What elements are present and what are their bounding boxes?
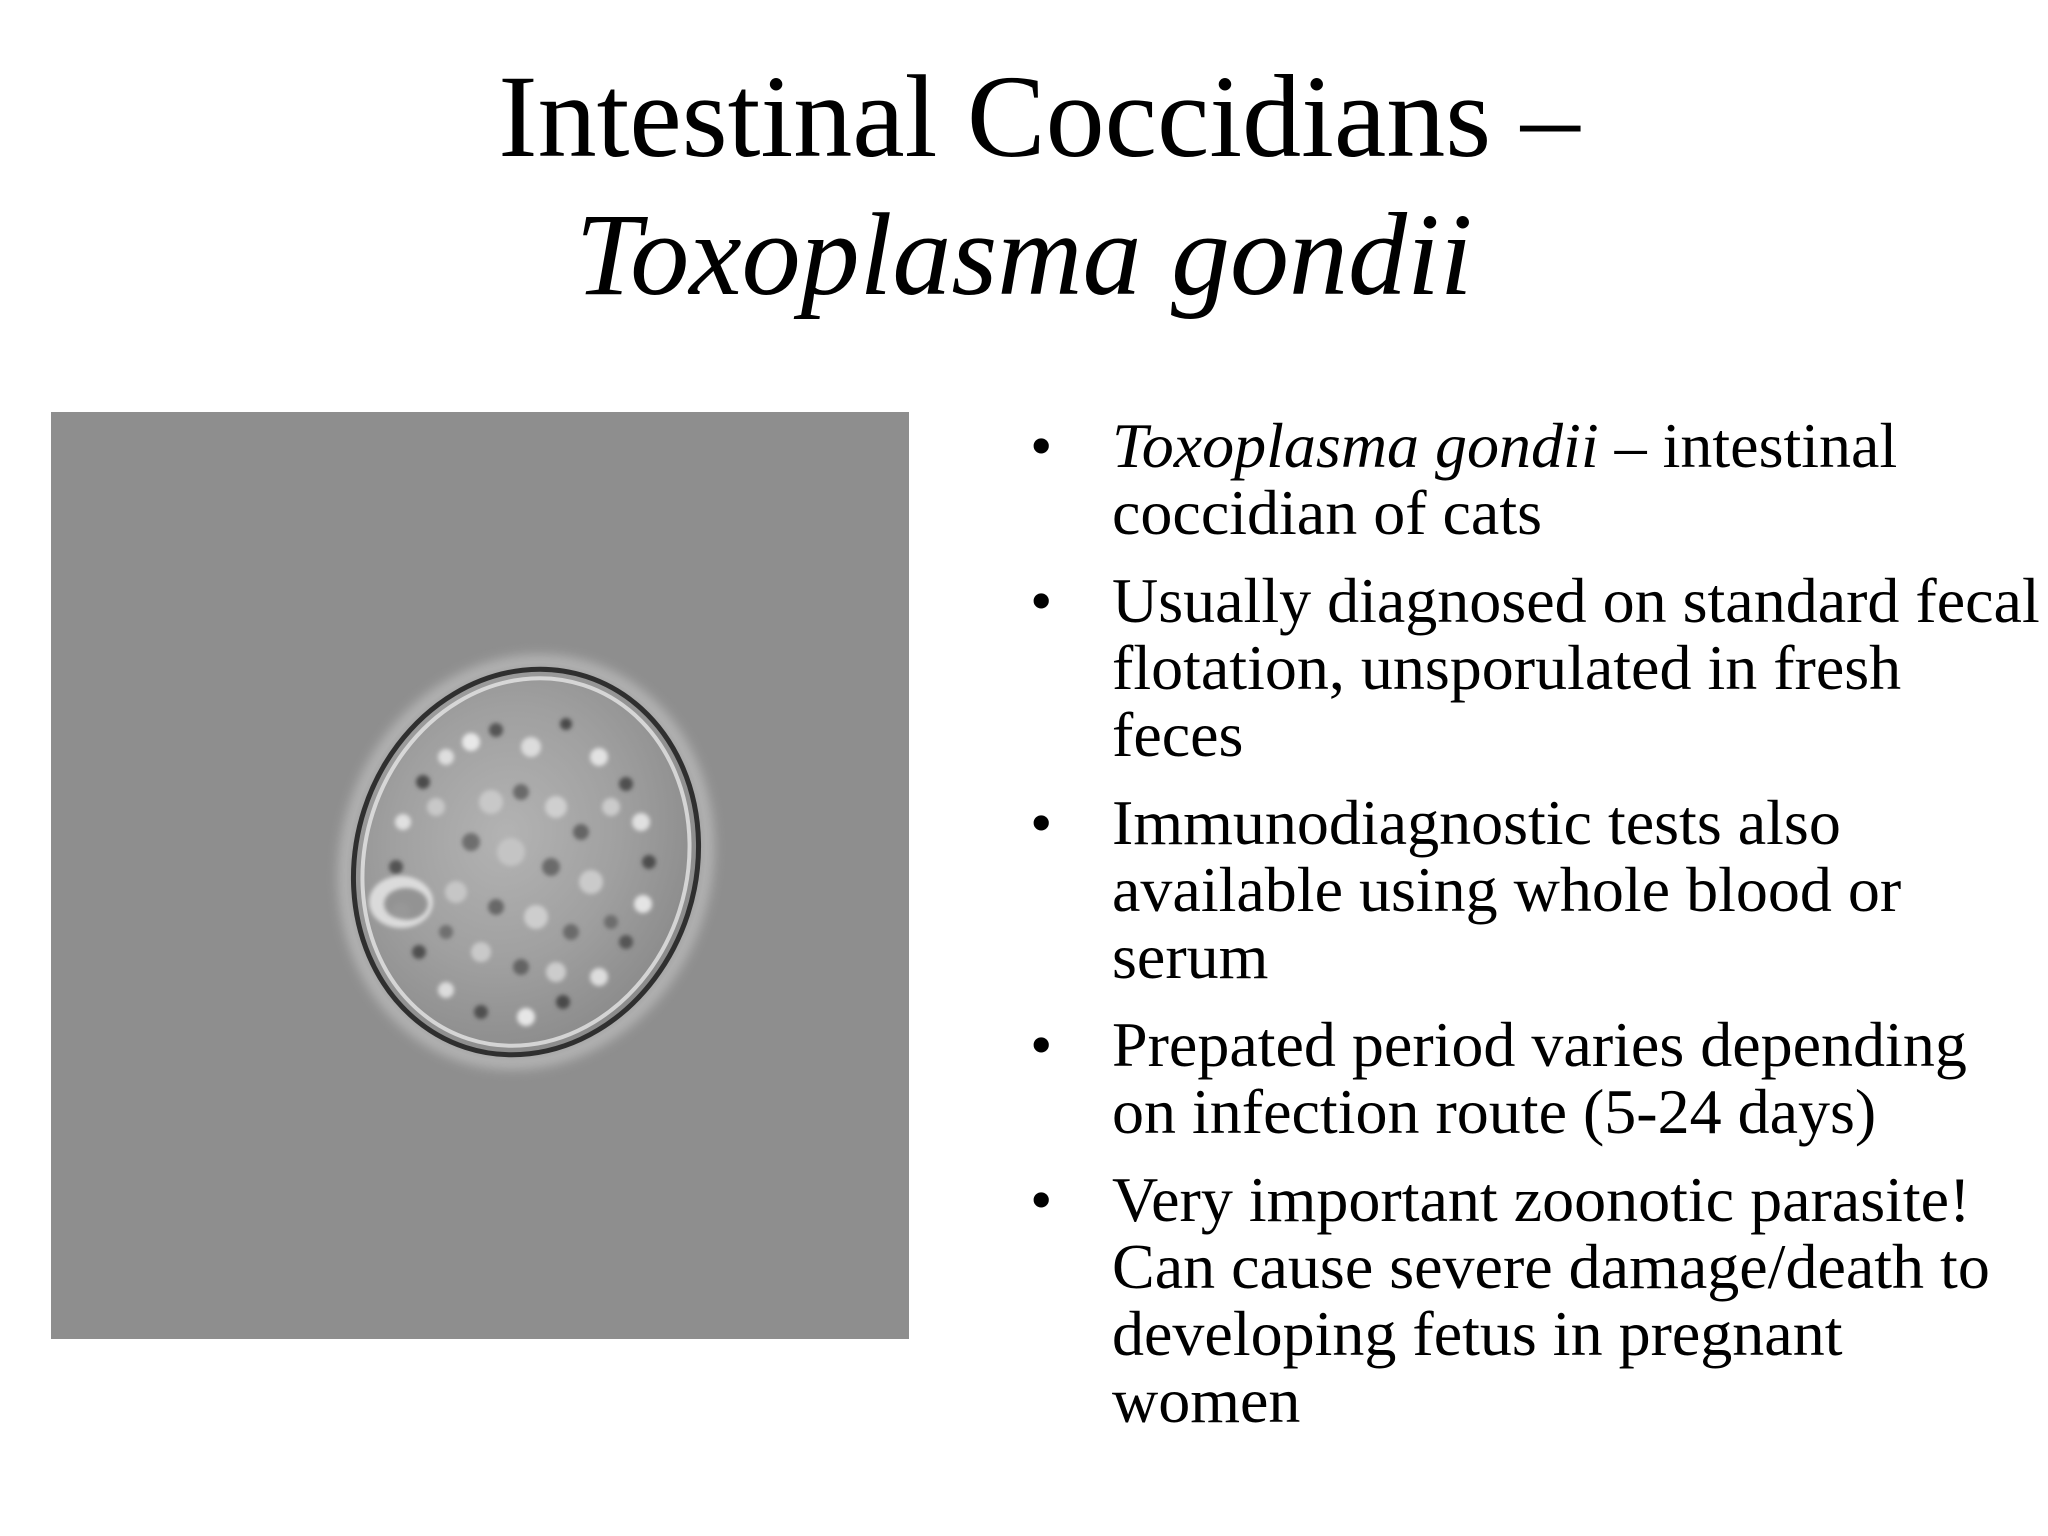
bullet-text: – intestinal coccidian of cats bbox=[1112, 410, 1898, 548]
bullet-item bbox=[1030, 1011, 2040, 1145]
bullet-marker: • bbox=[1030, 1009, 1053, 1080]
bullet-italic-species: Toxoplasma gondii bbox=[1112, 410, 1599, 481]
slide-title-line2: Toxoplasma gondii bbox=[575, 189, 1473, 320]
bullet-marker: • bbox=[1030, 565, 1053, 636]
bullet-item bbox=[1030, 567, 2040, 768]
oocyst-micrograph bbox=[51, 412, 909, 1339]
bullet-list bbox=[1030, 412, 2040, 1455]
bullet-item bbox=[1030, 1166, 2040, 1434]
bullet-marker: • bbox=[1030, 410, 1053, 481]
slide-title-line1: Intestinal Coccidians – bbox=[498, 51, 1580, 182]
bullet-marker: • bbox=[1030, 1164, 1053, 1235]
bullet-item bbox=[1030, 412, 2040, 546]
bullet-text: Usually diagnosed on standard fecal flotation, unsporulated in fresh feces bbox=[1112, 565, 2040, 770]
slide-title bbox=[0, 48, 2048, 324]
bullet-text: Immunodiagnostic tests also available using whole blood or serum bbox=[1112, 787, 1902, 992]
bullet-marker: • bbox=[1030, 787, 1053, 858]
bullet-text: Very important zoonotic parasite! Can cause severe damage/death to developing fetus in pregnant women bbox=[1112, 1164, 1990, 1436]
bullet-text: Prepated period varies depending on infection route (5-24 days) bbox=[1112, 1009, 1967, 1147]
bullet-item bbox=[1030, 789, 2040, 990]
